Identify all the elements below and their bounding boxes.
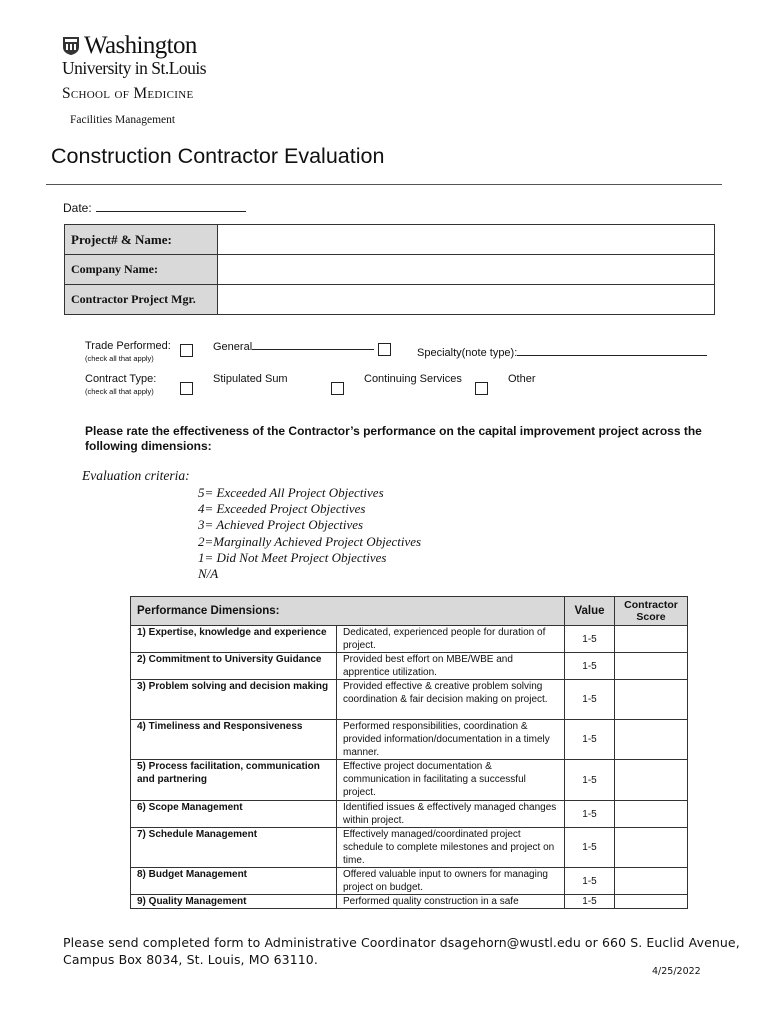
dimension-cell: 3) Problem solving and decision making [131,680,337,720]
table-row [131,801,688,828]
table-row [131,720,688,760]
value-cell: 1-5 [565,626,615,653]
value-cell: 1-5 [565,828,615,868]
trade-note: (check all that apply) [85,354,154,363]
dimension-cell: 8) Budget Management [131,868,337,895]
criteria-item: 5= Exceeded All Project Objectives [198,485,384,500]
table-row [131,828,688,868]
contract-checkbox-1[interactable] [180,382,193,395]
table-row [131,895,688,909]
value-cell: 1-5 [565,801,615,828]
dimension-cell: 7) Schedule Management [131,828,337,868]
specialty-text: Specialty(note type): [417,347,518,359]
description-cell: Dedicated, experienced people for duration of project. [337,626,565,653]
table-row [131,760,688,801]
info-row [65,225,715,255]
score-cell[interactable] [615,828,688,868]
footer-instructions: Please send completed form to Administrative Coordinator dsagehorn@wustl.edu or 660 S. Euclid Avenue, Campus Box 8034, St. Louis, MO 63110. [63,935,740,967]
specialty-blank[interactable] [517,346,707,356]
score-cell[interactable] [615,680,688,720]
table-row [131,626,688,653]
table-header-row [131,597,688,626]
value-cell: 1-5 [565,680,615,720]
date-label: Date: [63,201,92,215]
date-field [63,201,246,215]
revision-date: 4/25/2022 [652,966,701,977]
continuing-label: Continuing Services [364,373,462,385]
value-cell: 1-5 [565,895,615,909]
description-cell: Provided best effort on MBE/WBE and apprentice utilization. [337,653,565,680]
info-label: Contractor Project Mgr. [65,285,218,315]
document-title: Construction Contractor Evaluation [51,144,385,168]
dimension-cell: 1) Expertise, knowledge and experience [131,626,337,653]
table-row [131,653,688,680]
criteria-item: 2=Marginally Achieved Project Objectives [198,533,422,549]
table-row [131,680,688,720]
criteria-list [198,485,421,582]
dimension-cell: 9) Quality Management [131,895,337,909]
description-cell: Performed quality construction in a safe [337,895,565,909]
criteria-item: N/A [198,566,219,582]
score-cell[interactable] [615,653,688,680]
info-label: Project# & Name: [65,225,218,255]
trade-checkbox-1[interactable] [180,344,193,357]
score-cell[interactable] [615,801,688,828]
trade-label: Trade Performed: [85,340,171,352]
trade-specialty-label [417,346,707,359]
trade-general-checkbox[interactable] [378,343,391,356]
stipulated-checkbox[interactable] [331,382,344,395]
logo-line-3: School of Medicine [62,85,194,102]
contract-note: (check all that apply) [85,387,154,396]
description-cell: Effectively managed/coordinated project schedule to complete milestones and project on time. [337,828,565,868]
score-cell[interactable] [615,626,688,653]
score-cell[interactable] [615,895,688,909]
project-info-table [64,224,715,315]
logo-line-1: Washington [84,32,197,59]
title-divider [46,184,722,185]
header-dimensions: Performance Dimensions: [131,597,565,626]
description-cell: Identified issues & effectively managed changes within project. [337,801,565,828]
info-value[interactable] [218,255,715,285]
info-row [65,255,715,285]
header-score: Contractor Score [615,597,688,626]
university-seal-icon [62,36,80,56]
criteria-item: 3= Achieved Project Objectives [198,517,364,533]
criteria-item: 4= Exceeded Project Objectives [198,501,366,517]
header-value: Value [565,597,615,626]
description-cell: Offered valuable input to owners for managing project on budget. [337,868,565,895]
value-cell: 1-5 [565,868,615,895]
stipulated-label: Stipulated Sum [213,373,288,385]
university-logo [62,34,242,103]
continuing-checkbox[interactable] [475,382,488,395]
info-value[interactable] [218,285,715,315]
general-text: General [213,341,253,353]
contract-label: Contract Type: [85,373,157,385]
info-value[interactable] [218,225,715,255]
description-cell: Effective project documentation & communication in facilitating a successful project. [337,760,565,801]
score-cell[interactable] [615,720,688,760]
criteria-item: 1= Did Not Meet Project Objectives [198,549,387,565]
date-blank[interactable] [96,201,246,212]
dimension-cell: 6) Scope Management [131,801,337,828]
other-label: Other [508,373,536,385]
table-row [131,868,688,895]
dimension-cell: 4) Timeliness and Responsiveness [131,720,337,760]
score-cell[interactable] [615,760,688,801]
value-cell: 1-5 [565,653,615,680]
score-cell[interactable] [615,868,688,895]
dimension-cell: 2) Commitment to University Guidance [131,653,337,680]
instructions: Please rate the effectiveness of the Contractor’s performance on the capital improvement project across the following dimensions: [85,424,702,453]
description-cell: Performed responsibilities, coordination & provided information/documentation in a timely manner. [337,720,565,760]
dimension-cell: 5) Process facilitation, communication and partnering [131,760,337,801]
value-cell: 1-5 [565,760,615,801]
general-blank[interactable] [252,340,374,350]
info-label: Company Name: [65,255,218,285]
logo-line-2: University in St.Louis [62,58,207,78]
description-cell: Provided effective & creative problem solving coordination & fair decision making on project. [337,680,565,720]
department-name: Facilities Management [70,114,176,126]
performance-table [130,596,688,909]
criteria-heading: Evaluation criteria: [82,468,190,483]
value-cell: 1-5 [565,720,615,760]
trade-general-label [213,340,374,353]
info-row [65,285,715,315]
